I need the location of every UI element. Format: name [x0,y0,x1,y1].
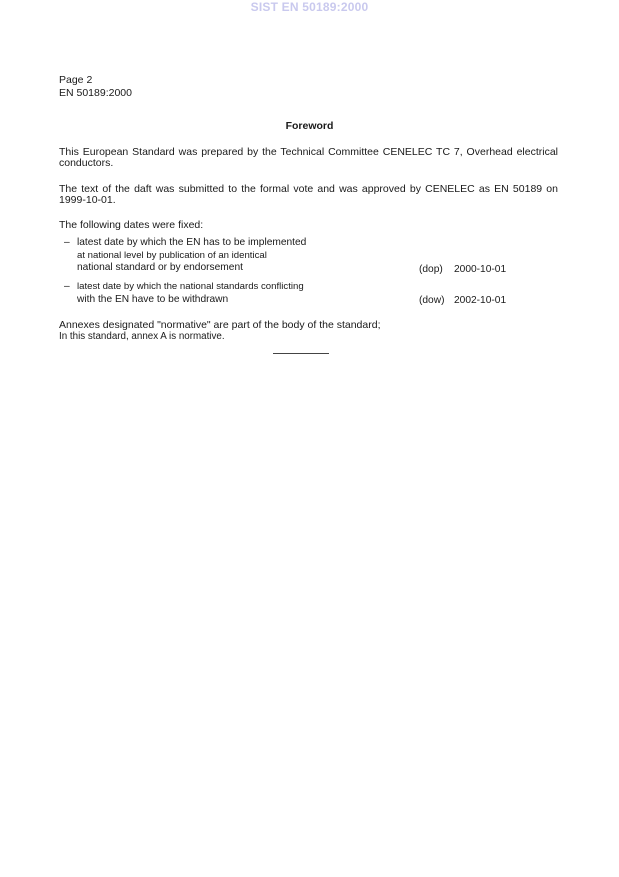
date-code: (dop) [419,264,443,275]
list-dash: – [64,281,70,292]
date-value: 2002-10-01 [454,295,507,306]
date-item-dop [64,237,524,277]
date-item-line: at national level by publication of an identical [77,249,267,261]
document-id: EN 50189:2000 [59,87,132,99]
date-code: (dow) [419,295,445,306]
section-title: Foreword [285,120,334,132]
watermark: SIST EN 50189:2000 [250,0,369,14]
date-item-text [77,237,377,275]
paragraph-committee: This European Standard was prepared by the Technical Committee CENELEC TC 7, Overhead electrical conductors. [59,146,558,169]
date-item-line: latest date by which the EN has to be implemented [77,237,307,248]
page-header [59,74,132,100]
paragraph-approval: The text of the daft was submitted to the formal vote and was approved by CENELEC as EN 50189 on 1999-10-01. [59,183,558,206]
annex-note [59,319,381,343]
annex-line: In this standard, annex A is normative. [59,331,225,342]
list-dash: – [64,237,70,248]
date-item-dow [64,281,524,309]
date-item-text [77,281,377,306]
date-value: 2000-10-01 [454,264,507,275]
end-separator [273,353,329,354]
date-item-line: with the EN have to be withdrawn [77,293,229,305]
date-item-line: national standard or by endorsement [77,262,243,273]
page-number: Page 2 [59,74,93,86]
paragraph-dates-intro: The following dates were fixed: [59,219,204,231]
annex-line: Annexes designated "normative" are part of the body of the standard; [59,319,381,331]
date-item-line: latest date by which the national standards conflicting [77,281,304,292]
